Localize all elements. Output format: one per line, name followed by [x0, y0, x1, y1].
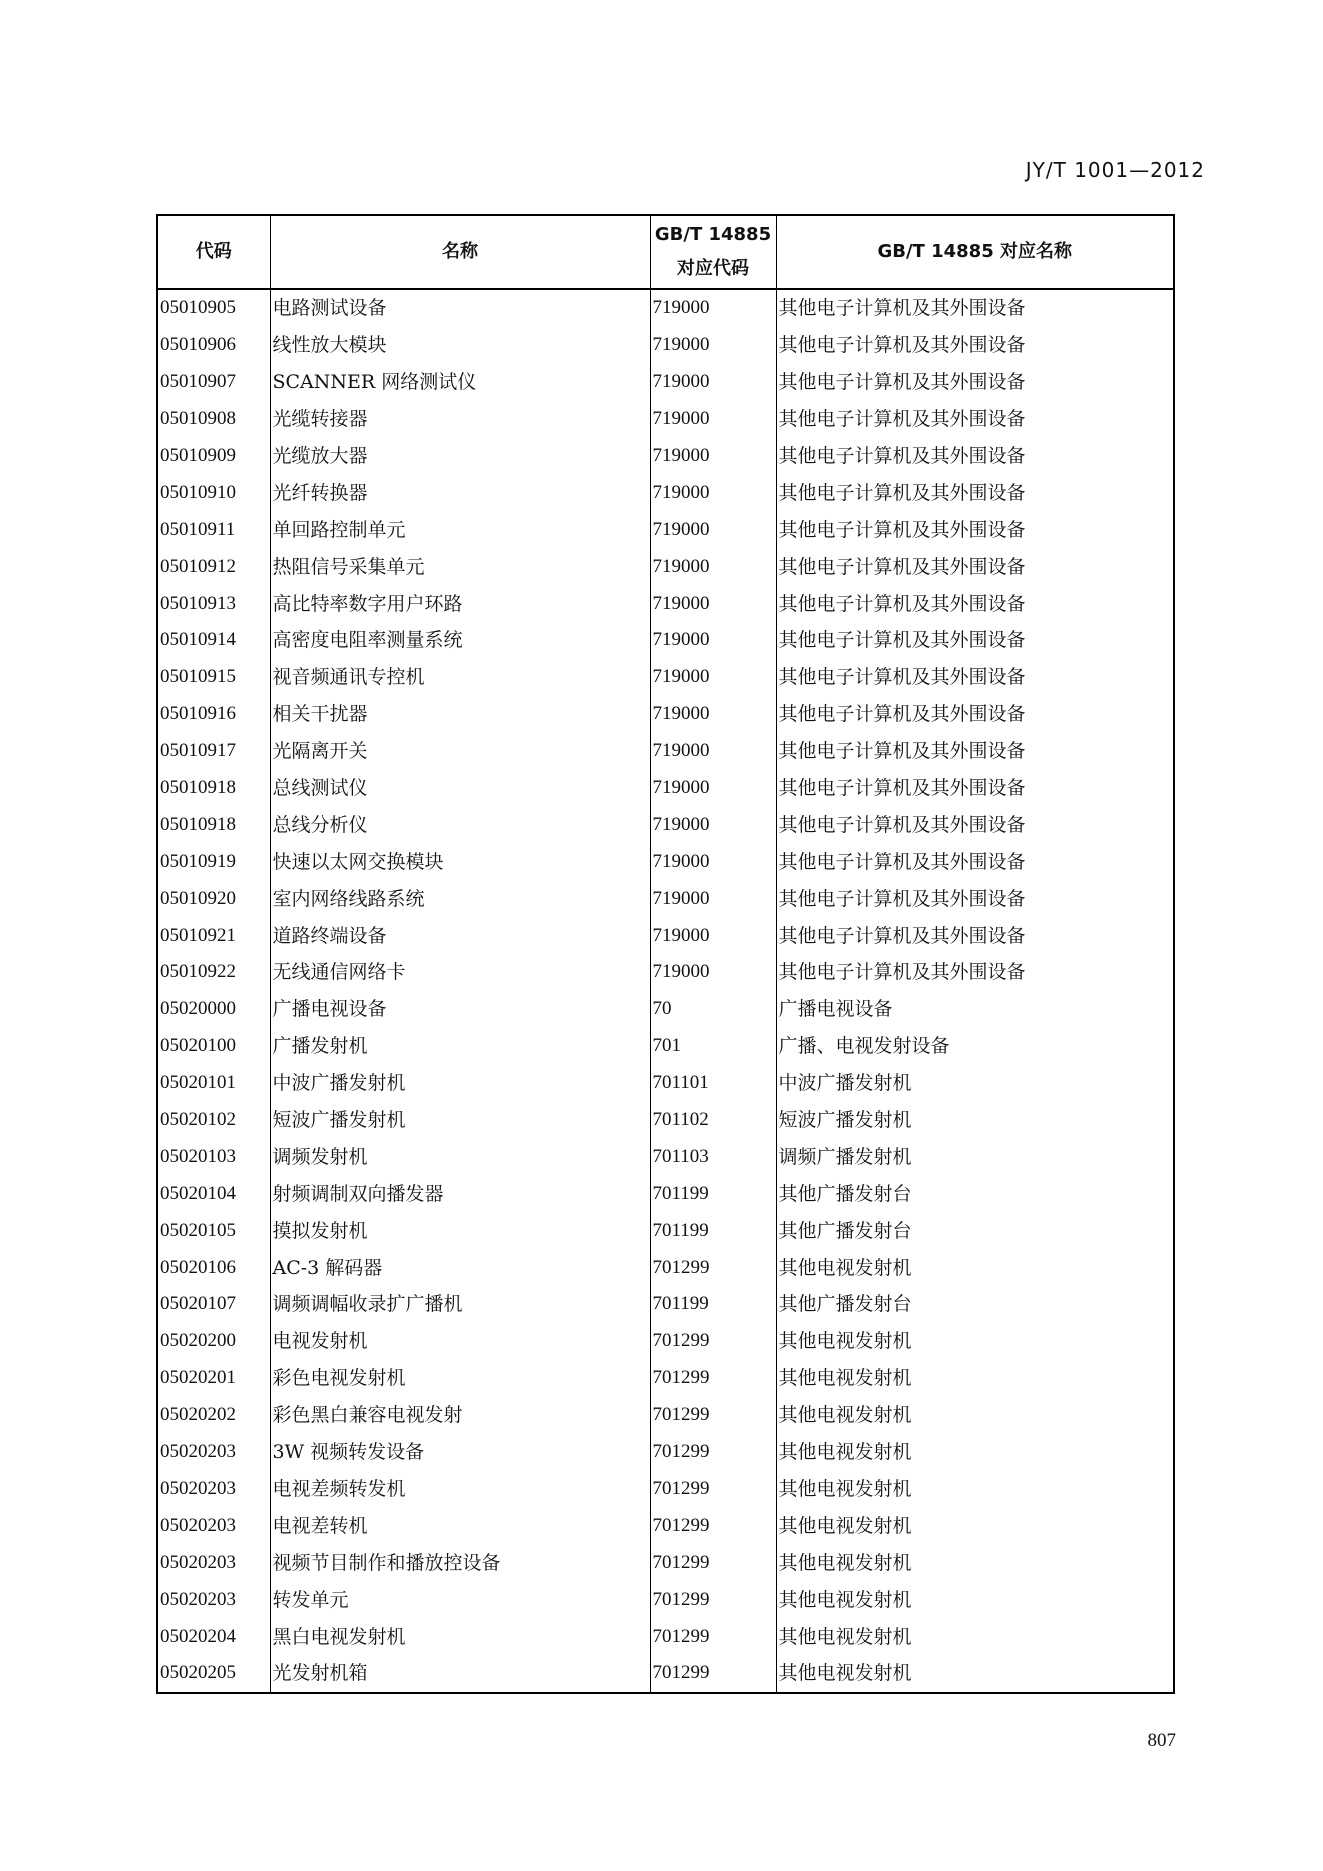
cell-gb-code: 701103: [650, 1138, 776, 1175]
cell-code: 05020104: [157, 1175, 270, 1212]
cell-code: 05010910: [157, 474, 270, 511]
cell-gb-name: 其他电视发射机: [776, 1655, 1174, 1693]
cell-gb-code: 719000: [650, 474, 776, 511]
cell-gb-code: 719000: [650, 585, 776, 622]
table-row: [157, 1065, 1174, 1102]
table-row: [157, 1655, 1174, 1693]
table-row: [157, 917, 1174, 954]
column-header-name: 名称: [270, 215, 650, 289]
table-row: [157, 1507, 1174, 1544]
cell-code: 05020203: [157, 1507, 270, 1544]
cell-code: 05020107: [157, 1286, 270, 1323]
cell-name: 3W 视频转发设备: [270, 1434, 650, 1471]
cell-name: 摸拟发射机: [270, 1212, 650, 1249]
table-row: [157, 289, 1174, 327]
cell-gb-name: 其他电子计算机及其外围设备: [776, 474, 1174, 511]
cell-name: 光缆放大器: [270, 438, 650, 475]
cell-gb-code: 701101: [650, 1065, 776, 1102]
cell-gb-code: 701299: [650, 1471, 776, 1508]
cell-gb-code: 719000: [650, 289, 776, 327]
table-row: [157, 1581, 1174, 1618]
cell-gb-name: 调频广播发射机: [776, 1138, 1174, 1175]
cell-name: 视音频通讯专控机: [270, 659, 650, 696]
cell-gb-name: 其他电子计算机及其外围设备: [776, 770, 1174, 807]
cell-gb-name: 其他电视发射机: [776, 1581, 1174, 1618]
cell-gb-code: 701299: [650, 1507, 776, 1544]
cell-name: 电视发射机: [270, 1323, 650, 1360]
cell-name: 总线测试仪: [270, 770, 650, 807]
table-row: [157, 1102, 1174, 1139]
cell-gb-name: 其他电子计算机及其外围设备: [776, 733, 1174, 770]
cell-code: 05010907: [157, 364, 270, 401]
cell-gb-code: 719000: [650, 954, 776, 991]
cell-gb-name: 其他电子计算机及其外围设备: [776, 438, 1174, 475]
table-row: [157, 1618, 1174, 1655]
cell-gb-code: 70: [650, 991, 776, 1028]
table-row: [157, 622, 1174, 659]
cell-gb-code: 719000: [650, 696, 776, 733]
cell-code: 05010918: [157, 770, 270, 807]
cell-gb-code: 701299: [650, 1249, 776, 1286]
cell-gb-name: 其他电子计算机及其外围设备: [776, 659, 1174, 696]
cell-code: 05010905: [157, 289, 270, 327]
cell-gb-name: 其他电视发射机: [776, 1323, 1174, 1360]
cell-code: 05020201: [157, 1360, 270, 1397]
cell-code: 05020202: [157, 1397, 270, 1434]
cell-gb-name: 其他电子计算机及其外围设备: [776, 843, 1174, 880]
cell-gb-name: 其他电视发射机: [776, 1397, 1174, 1434]
table-body: [157, 289, 1174, 1693]
table-row: [157, 954, 1174, 991]
cell-gb-code: 719000: [650, 364, 776, 401]
cell-code: 05010920: [157, 880, 270, 917]
cell-name: 转发单元: [270, 1581, 650, 1618]
cell-code: 05010922: [157, 954, 270, 991]
standard-code: JY/T 1001—2012: [1025, 158, 1205, 182]
cell-name: 黑白电视发射机: [270, 1618, 650, 1655]
cell-gb-code: 719000: [650, 622, 776, 659]
cell-gb-code: 701299: [650, 1434, 776, 1471]
table-row: [157, 1138, 1174, 1175]
cell-gb-code: 719000: [650, 917, 776, 954]
cell-gb-code: 719000: [650, 770, 776, 807]
table-row: [157, 1249, 1174, 1286]
cell-gb-name: 其他电视发射机: [776, 1249, 1174, 1286]
cell-gb-code: 719000: [650, 511, 776, 548]
table-row: [157, 1360, 1174, 1397]
cell-code: 05010911: [157, 511, 270, 548]
cell-gb-name: 其他电子计算机及其外围设备: [776, 954, 1174, 991]
cell-gb-code: 701299: [650, 1618, 776, 1655]
cell-gb-name: 其他电子计算机及其外围设备: [776, 548, 1174, 585]
cell-name: 室内网络线路系统: [270, 880, 650, 917]
cell-name: 电视差频转发机: [270, 1471, 650, 1508]
cell-gb-code: 701: [650, 1028, 776, 1065]
table-row: [157, 1286, 1174, 1323]
cell-name: 电路测试设备: [270, 289, 650, 327]
cell-name: 中波广播发射机: [270, 1065, 650, 1102]
cell-name: 单回路控制单元: [270, 511, 650, 548]
cell-gb-name: 广播、电视发射设备: [776, 1028, 1174, 1065]
table-row: [157, 474, 1174, 511]
table-row: [157, 843, 1174, 880]
cell-gb-code: 701299: [650, 1581, 776, 1618]
table-row: [157, 991, 1174, 1028]
cell-code: 05020106: [157, 1249, 270, 1286]
cell-gb-name: 其他电视发射机: [776, 1471, 1174, 1508]
code-mapping-table: [156, 214, 1175, 1694]
cell-gb-name: 其他电视发射机: [776, 1618, 1174, 1655]
cell-code: 05010919: [157, 843, 270, 880]
cell-code: 05010909: [157, 438, 270, 475]
cell-name: 调频调幅收录扩广播机: [270, 1286, 650, 1323]
cell-name: 光纤转换器: [270, 474, 650, 511]
cell-name: 广播发射机: [270, 1028, 650, 1065]
cell-gb-name: 其他电子计算机及其外围设备: [776, 289, 1174, 327]
cell-code: 05020100: [157, 1028, 270, 1065]
cell-gb-code: 719000: [650, 401, 776, 438]
gb-code-header-line2: 对应代码: [677, 258, 749, 279]
cell-name: 电视差转机: [270, 1507, 650, 1544]
table-row: [157, 1212, 1174, 1249]
cell-name: 快速以太网交换模块: [270, 843, 650, 880]
cell-gb-code: 701299: [650, 1397, 776, 1434]
table-row: [157, 1175, 1174, 1212]
cell-code: 05010912: [157, 548, 270, 585]
cell-code: 05020102: [157, 1102, 270, 1139]
cell-gb-code: 719000: [650, 659, 776, 696]
table-row: [157, 438, 1174, 475]
cell-name: 彩色电视发射机: [270, 1360, 650, 1397]
cell-code: 05020205: [157, 1655, 270, 1693]
cell-gb-code: 719000: [650, 880, 776, 917]
cell-name: 广播电视设备: [270, 991, 650, 1028]
cell-code: 05020203: [157, 1581, 270, 1618]
cell-code: 05010916: [157, 696, 270, 733]
cell-code: 05010915: [157, 659, 270, 696]
cell-gb-name: 中波广播发射机: [776, 1065, 1174, 1102]
cell-name: 光隔离开关: [270, 733, 650, 770]
cell-name: 视频节目制作和播放控设备: [270, 1544, 650, 1581]
cell-gb-name: 其他电子计算机及其外围设备: [776, 327, 1174, 364]
cell-gb-name: 其他电子计算机及其外围设备: [776, 622, 1174, 659]
column-header-gb-name: GB/T 14885 对应名称: [776, 215, 1174, 289]
cell-code: 05010918: [157, 806, 270, 843]
table-row: [157, 401, 1174, 438]
table-row: [157, 659, 1174, 696]
cell-gb-name: 其他电子计算机及其外围设备: [776, 917, 1174, 954]
cell-code: 05020000: [157, 991, 270, 1028]
cell-gb-code: 719000: [650, 327, 776, 364]
table-row: [157, 1323, 1174, 1360]
cell-gb-code: 719000: [650, 438, 776, 475]
cell-gb-name: 其他电视发射机: [776, 1507, 1174, 1544]
cell-gb-name: 其他广播发射台: [776, 1286, 1174, 1323]
cell-name: 总线分析仪: [270, 806, 650, 843]
cell-gb-code: 701199: [650, 1286, 776, 1323]
cell-name: 光缆转接器: [270, 401, 650, 438]
cell-gb-name: 其他电视发射机: [776, 1544, 1174, 1581]
table-row: [157, 327, 1174, 364]
cell-gb-code: 701299: [650, 1544, 776, 1581]
table-row: [157, 511, 1174, 548]
cell-name: 相关干扰器: [270, 696, 650, 733]
cell-name: 光发射机箱: [270, 1655, 650, 1693]
cell-name: 热阻信号采集单元: [270, 548, 650, 585]
table-row: [157, 1471, 1174, 1508]
cell-gb-name: 其他电子计算机及其外围设备: [776, 585, 1174, 622]
cell-code: 05020203: [157, 1434, 270, 1471]
cell-gb-code: 701299: [650, 1655, 776, 1693]
column-header-gb-code: [650, 215, 776, 289]
cell-code: 05020200: [157, 1323, 270, 1360]
cell-gb-name: 其他广播发射台: [776, 1175, 1174, 1212]
cell-gb-name: 短波广播发射机: [776, 1102, 1174, 1139]
table-row: [157, 806, 1174, 843]
cell-gb-name: 其他电视发射机: [776, 1434, 1174, 1471]
table-row: [157, 1397, 1174, 1434]
cell-name: AC-3 解码器: [270, 1249, 650, 1286]
cell-name: 调频发射机: [270, 1138, 650, 1175]
cell-gb-name: 其他电子计算机及其外围设备: [776, 401, 1174, 438]
table-row: [157, 1544, 1174, 1581]
cell-code: 05020103: [157, 1138, 270, 1175]
cell-name: 高密度电阻率测量系统: [270, 622, 650, 659]
cell-gb-name: 其他电子计算机及其外围设备: [776, 696, 1174, 733]
table-row: [157, 733, 1174, 770]
cell-code: 05010917: [157, 733, 270, 770]
cell-gb-code: 719000: [650, 843, 776, 880]
table-row: [157, 696, 1174, 733]
cell-gb-code: 701299: [650, 1323, 776, 1360]
cell-code: 05020105: [157, 1212, 270, 1249]
cell-gb-code: 701199: [650, 1212, 776, 1249]
cell-gb-name: 其他电视发射机: [776, 1360, 1174, 1397]
cell-gb-code: 719000: [650, 733, 776, 770]
table-row: [157, 548, 1174, 585]
cell-name: 线性放大模块: [270, 327, 650, 364]
cell-gb-code: 701199: [650, 1175, 776, 1212]
cell-name: SCANNER 网络测试仪: [270, 364, 650, 401]
cell-gb-name: 其他广播发射台: [776, 1212, 1174, 1249]
cell-gb-code: 701299: [650, 1360, 776, 1397]
cell-code: 05020101: [157, 1065, 270, 1102]
gb-code-header-line1: GB/T 14885: [654, 224, 772, 245]
table-row: [157, 770, 1174, 807]
cell-code: 05020203: [157, 1544, 270, 1581]
table-row: [157, 1434, 1174, 1471]
cell-code: 05020204: [157, 1618, 270, 1655]
cell-name: 射频调制双向播发器: [270, 1175, 650, 1212]
cell-code: 05010914: [157, 622, 270, 659]
cell-code: 05010908: [157, 401, 270, 438]
cell-gb-name: 其他电子计算机及其外围设备: [776, 511, 1174, 548]
cell-code: 05010906: [157, 327, 270, 364]
cell-name: 道路终端设备: [270, 917, 650, 954]
cell-name: 彩色黑白兼容电视发射: [270, 1397, 650, 1434]
table-header-row: [157, 215, 1174, 289]
page-number: 807: [1147, 1730, 1176, 1751]
cell-code: 05010913: [157, 585, 270, 622]
cell-code: 05020203: [157, 1471, 270, 1508]
table-row: [157, 585, 1174, 622]
cell-gb-name: 广播电视设备: [776, 991, 1174, 1028]
cell-gb-code: 719000: [650, 548, 776, 585]
table-row: [157, 880, 1174, 917]
column-header-code: 代码: [157, 215, 270, 289]
cell-gb-code: 719000: [650, 806, 776, 843]
cell-name: 短波广播发射机: [270, 1102, 650, 1139]
table-row: [157, 1028, 1174, 1065]
cell-gb-code: 701102: [650, 1102, 776, 1139]
cell-name: 高比特率数字用户环路: [270, 585, 650, 622]
cell-gb-name: 其他电子计算机及其外围设备: [776, 364, 1174, 401]
cell-gb-name: 其他电子计算机及其外围设备: [776, 806, 1174, 843]
cell-code: 05010921: [157, 917, 270, 954]
table-row: [157, 364, 1174, 401]
cell-name: 无线通信网络卡: [270, 954, 650, 991]
cell-gb-name: 其他电子计算机及其外围设备: [776, 880, 1174, 917]
